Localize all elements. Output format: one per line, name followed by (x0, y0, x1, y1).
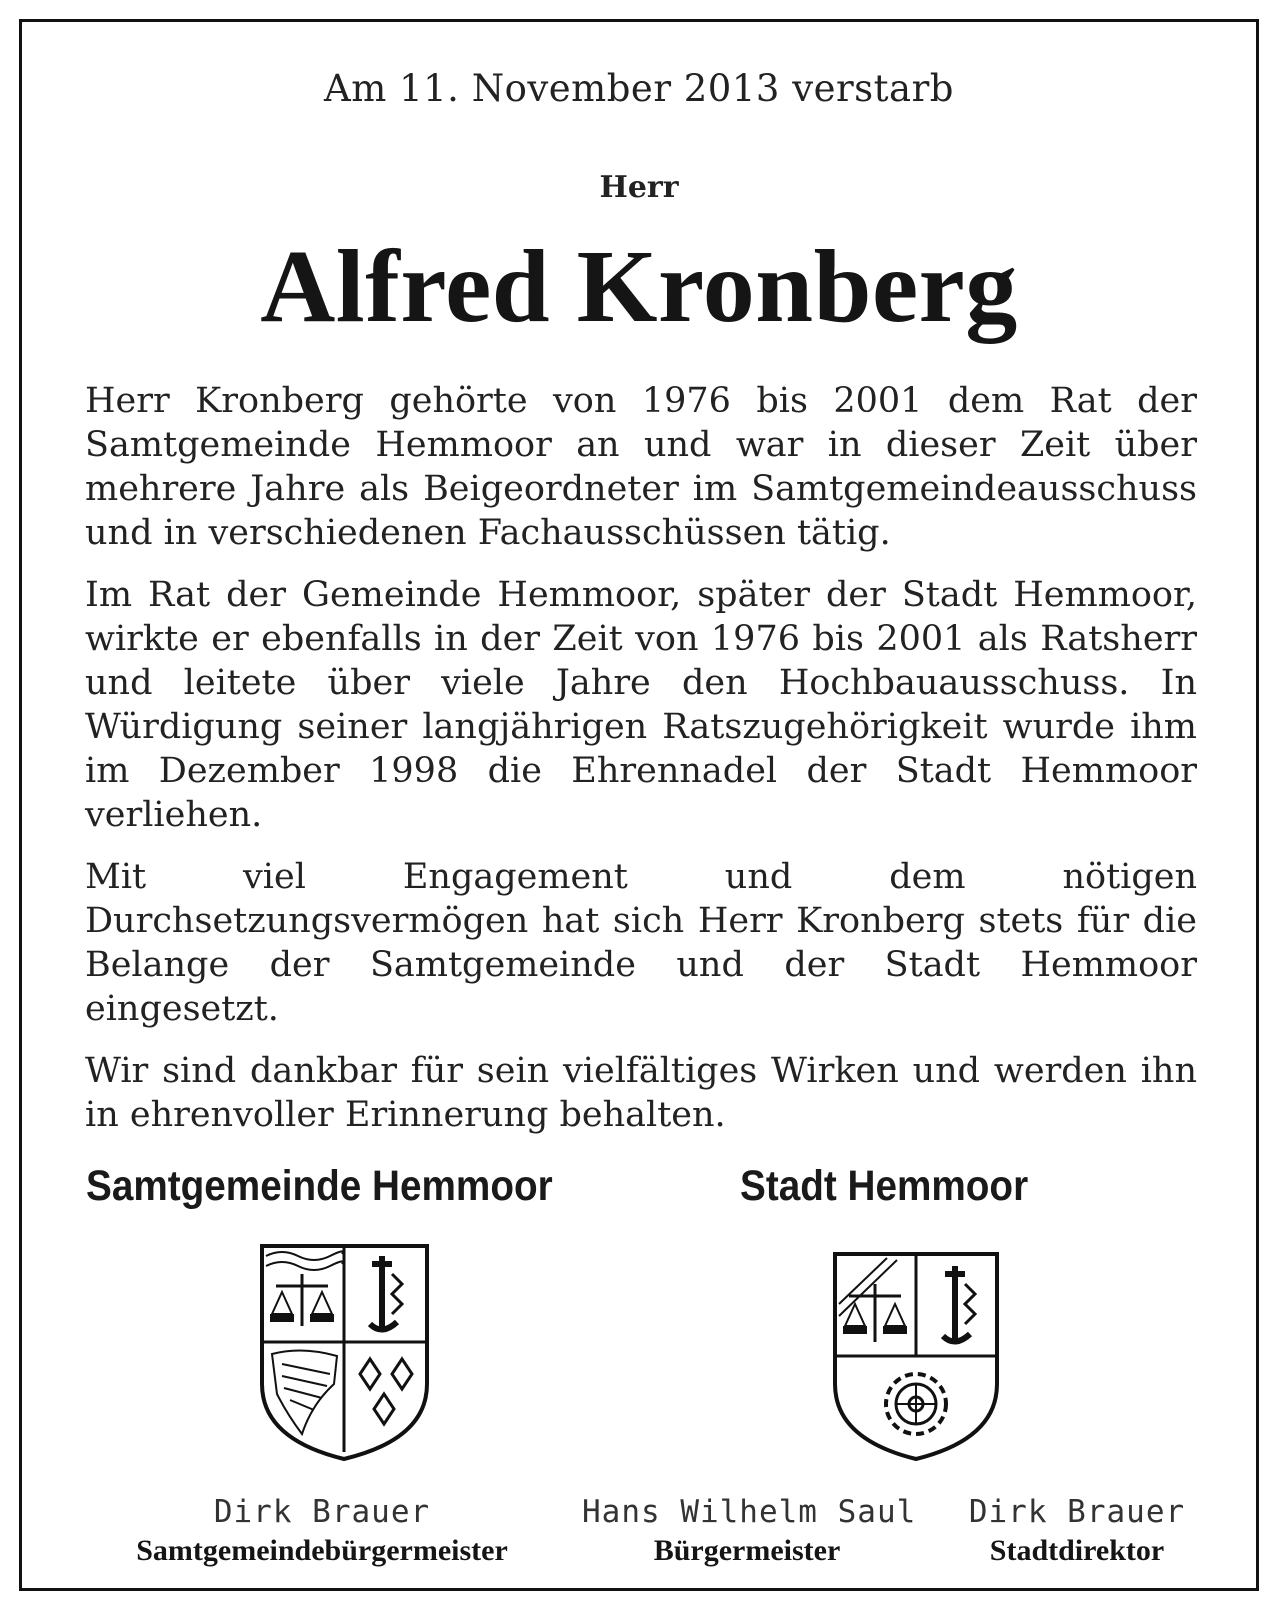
signatory-name: Dirk Brauer (968, 1494, 1186, 1530)
paragraph: Herr Kronberg gehörte von 1976 bis 2001 dem Rat der Samtgemeinde Hemmoor an und war in dieser Zeit über mehrere Jahre als Beigeordneter im Samtgemeindeausschuss und in verschiedenen Fachausschüssen tätig. (85, 381, 1197, 553)
deceased-name: Alfred Kronberg (260, 229, 1018, 344)
signatory-role: Samtgemeindebürgermeister (136, 1534, 508, 1567)
coat-of-arms-left-icon (242, 1234, 442, 1466)
coat-of-arms-right-icon (817, 1244, 1012, 1466)
intro-line: Am 11. November 2013 verstarb (324, 67, 954, 110)
signatory-buergermeister (582, 1494, 917, 1568)
signatory-samtgemeindebuergermeister (112, 1494, 532, 1568)
salutation: Herr (599, 170, 679, 205)
signatory-role: Stadtdirektor (989, 1534, 1165, 1567)
obituary-notice (19, 19, 1259, 1591)
obituary-text (85, 379, 1197, 1155)
signatory-role: Bürgermeister (653, 1534, 841, 1567)
paragraph: Im Rat der Gemeinde Hemmoor, später der Stadt Hemmoor, wirkte er ebenfalls in der Zeit von 1976 bis 2001 als Ratsherr und leitete über viele Jahre den Hochbauausschuss. In Würdigung seiner langjährigen Ratszugehörigkeit wurde ihm im Dezember 1998 die Ehrennadel der Stadt Hemmoor verliehen. (85, 575, 1197, 835)
signatory-name: Hans Wilhelm Saul (582, 1494, 917, 1530)
organization-stadt: Stadt Hemmoor (740, 1162, 1029, 1210)
signatory-name: Dirk Brauer (213, 1494, 431, 1530)
signatory-stadtdirektor (927, 1494, 1227, 1568)
organization-samtgemeinde: Samtgemeinde Hemmoor (86, 1162, 553, 1210)
paragraph: Mit viel Engagement und dem nötigen Durchsetzungsvermögen hat sich Herr Kronberg stets für die Belange der Samtgemeinde und der Stadt Hemmoor eingesetzt. (85, 857, 1197, 1029)
paragraph: Wir sind dankbar für sein vielfältiges Wirken und werden ihn in ehrenvoller Erinnerung behalten. (85, 1051, 1197, 1135)
